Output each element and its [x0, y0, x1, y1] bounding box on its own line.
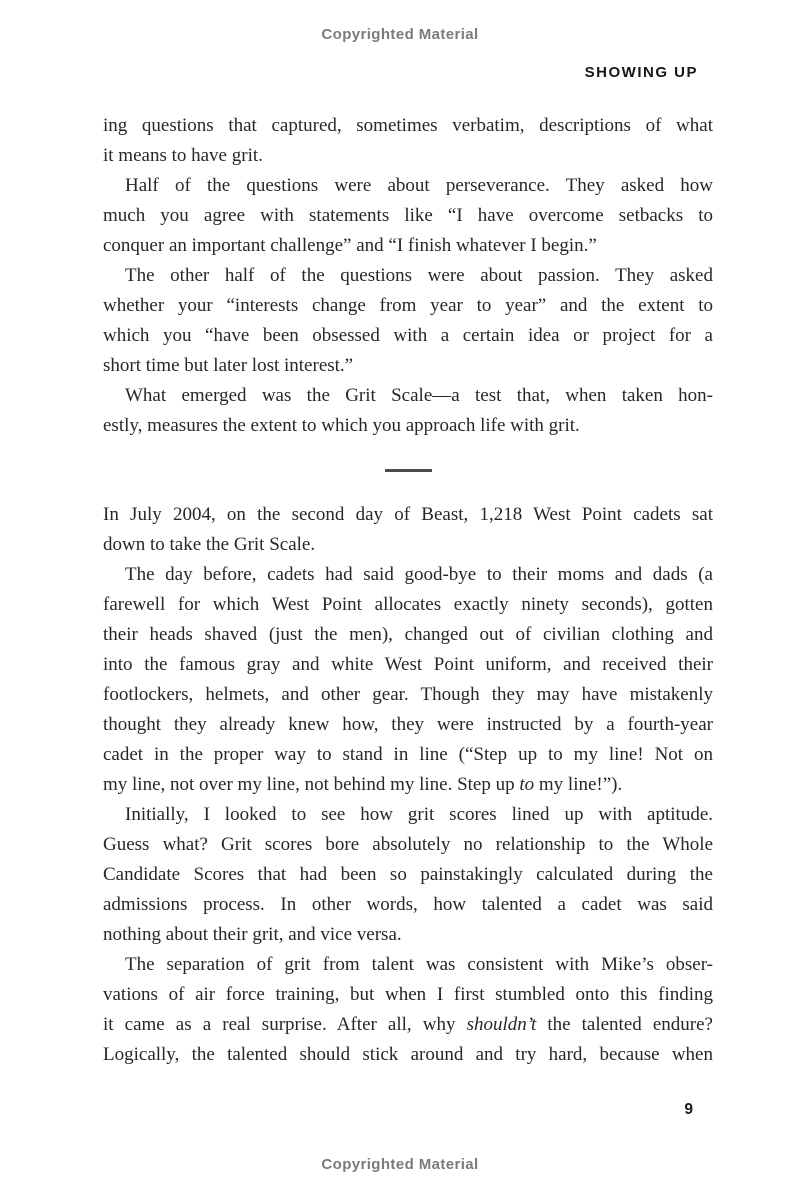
- page-number: 9: [684, 1101, 693, 1118]
- paragraph: [103, 171, 713, 261]
- text-run: The other half of the questions were about passion. They asked: [125, 265, 713, 286]
- paragraph: [103, 381, 713, 441]
- text-run: whether your “interests change from year to year” and the extent to: [103, 295, 713, 316]
- text-run: my line, not over my line, not behind my line. Step up: [103, 774, 520, 795]
- text-run: Logically, the talented should stick around and try hard, because when: [103, 1044, 713, 1065]
- paragraph: [103, 950, 713, 1070]
- body-line: [103, 530, 713, 560]
- text-run: it came as a real surprise. After all, why: [103, 1014, 467, 1035]
- text-run: cadet in the proper way to stand in line (“Step up to my line! Not on: [103, 744, 713, 765]
- text-run: The separation of grit from talent was consistent with Mike’s obser-: [125, 954, 713, 975]
- text-run: vations of air force training, but when I first stumbled onto this finding: [103, 984, 713, 1005]
- body-line: [103, 111, 713, 141]
- text-run: down to take the Grit Scale.: [103, 534, 316, 555]
- italic-text-run: shouldn’t: [466, 1014, 537, 1035]
- body-line: [103, 500, 713, 530]
- text-run: it means to have grit.: [103, 145, 263, 166]
- text-run: my line!”).: [534, 774, 623, 795]
- body-line: [103, 351, 713, 381]
- text-run: which you “have been obsessed with a certain idea or project for a: [103, 325, 713, 346]
- body-line: [103, 261, 713, 291]
- paragraph: [103, 500, 713, 560]
- body-line: [103, 201, 713, 231]
- text-run: into the famous gray and white West Point uniform, and received their: [103, 654, 713, 675]
- running-head: SHOWING UP: [584, 64, 698, 81]
- body-line: [103, 650, 713, 680]
- paragraph: [103, 800, 713, 950]
- paragraph: [103, 111, 713, 171]
- body-line: [103, 830, 713, 860]
- paragraph: [103, 560, 713, 800]
- text-run: ing questions that captured, sometimes verbatim, descriptions of what: [103, 115, 713, 136]
- body-line: [103, 890, 713, 920]
- body-line: [103, 590, 713, 620]
- text-run: Guess what? Grit scores bore absolutely no relationship to the Whole: [103, 834, 713, 855]
- body-line: [103, 950, 713, 980]
- body-line: [103, 680, 713, 710]
- text-run: In July 2004, on the second day of Beast, 1,218 West Point cadets sat: [103, 504, 713, 525]
- text-run: Half of the questions were about perseverance. They asked how: [125, 175, 713, 196]
- body-line: [103, 800, 713, 830]
- body-line: [103, 620, 713, 650]
- body-line: [103, 171, 713, 201]
- body-line: [103, 291, 713, 321]
- body-line: [103, 860, 713, 890]
- copyright-notice-bottom: Copyrighted Material: [321, 1156, 479, 1173]
- text-run: footlockers, helmets, and other gear. Though they may have mistakenly: [103, 684, 713, 705]
- body-line: [103, 1010, 713, 1040]
- text-run: estly, measures the extent to which you approach life with grit.: [103, 415, 580, 436]
- text-run: the talented endure?: [536, 1014, 713, 1035]
- text-run: Initially, I looked to see how grit scores lined up with aptitude.: [125, 804, 713, 825]
- text-run: short time but later lost interest.”: [103, 355, 354, 376]
- body-line: [103, 740, 713, 770]
- body-section-2: [103, 500, 713, 1070]
- body-line: [103, 231, 713, 261]
- body-line: [103, 980, 713, 1010]
- text-run: much you agree with statements like “I have overcome setbacks to: [103, 205, 713, 226]
- body-line: [103, 381, 713, 411]
- body-line: [103, 920, 713, 950]
- body-line: [103, 141, 713, 171]
- body-line: [103, 770, 713, 800]
- text-run: farewell for which West Point allocates exactly ninety seconds), gotten: [103, 594, 713, 615]
- text-run: The day before, cadets had said good-bye to their moms and dads (a: [125, 564, 713, 585]
- text-run: admissions process. In other words, how talented a cadet was said: [103, 894, 713, 915]
- body-line: [103, 411, 713, 441]
- text-run: thought they already knew how, they were instructed by a fourth-year: [103, 714, 713, 735]
- text-run: conquer an important challenge” and “I finish whatever I begin.”: [103, 235, 597, 256]
- body-section-1: [103, 111, 713, 441]
- body-line: [103, 1040, 713, 1070]
- copyright-notice-top: Copyrighted Material: [321, 26, 479, 43]
- text-run: nothing about their grit, and vice versa.: [103, 924, 402, 945]
- italic-text-run: to: [519, 774, 535, 795]
- text-run: What emerged was the Grit Scale—a test that, when taken hon-: [125, 385, 713, 406]
- body-line: [103, 560, 713, 590]
- paragraph: [103, 261, 713, 381]
- section-divider: [103, 441, 713, 500]
- body-line: [103, 321, 713, 351]
- text-run: Candidate Scores that had been so painstakingly calculated during the: [103, 864, 713, 885]
- body-line: [103, 710, 713, 740]
- text-run: their heads shaved (just the men), changed out of civilian clothing and: [103, 624, 713, 645]
- divider-line: [385, 469, 432, 472]
- body-text: [103, 111, 713, 1070]
